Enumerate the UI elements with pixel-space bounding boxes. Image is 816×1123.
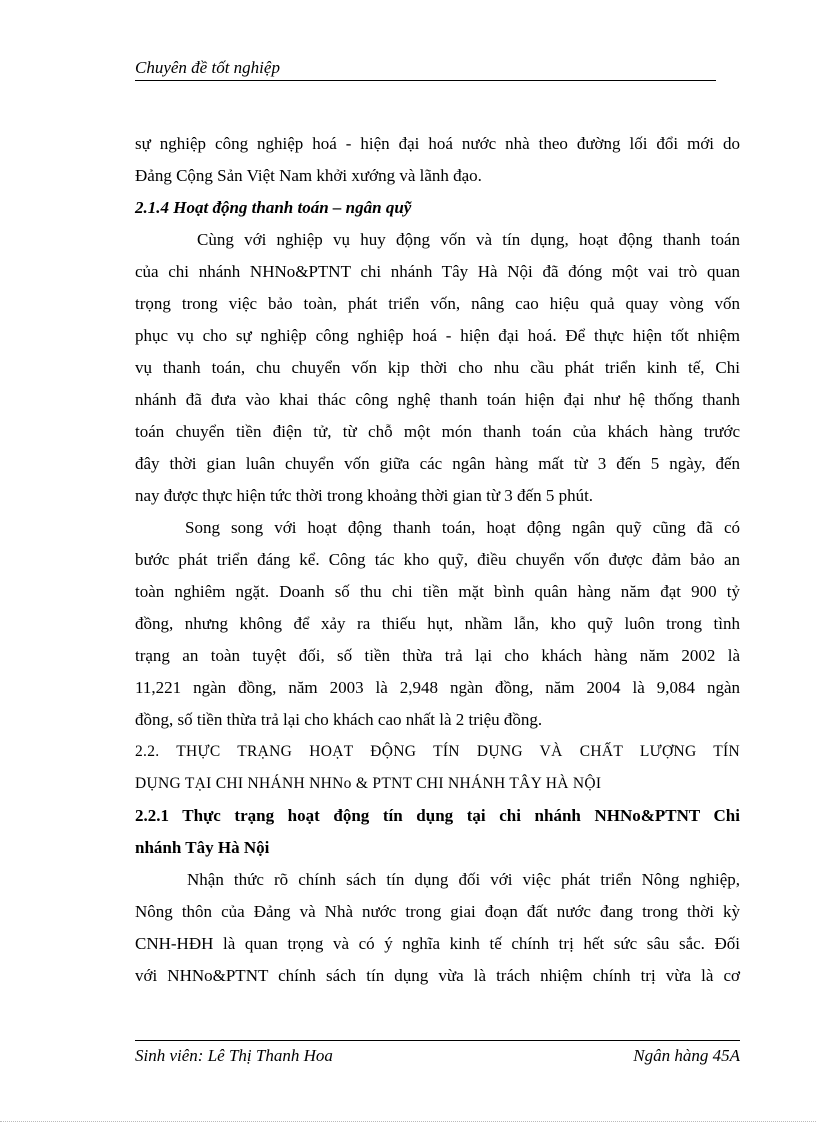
footer-student: Sinh viên: Lê Thị Thanh Hoa (135, 1046, 333, 1065)
section-heading: 2.2. THỰC TRẠNG HOẠT ĐỘNG TÍN DỤNG VÀ CHẤT LƯỢNG TÍN (135, 743, 740, 760)
text-line: CNH-HĐH là quan trọng và có ý nghĩa kinh tế chính trị hết sức sâu sắc. Đối (135, 934, 740, 953)
text-line: vụ thanh toán, chu chuyển vốn kịp thời cho nhu cầu phát triển kinh tế, Chi (135, 358, 740, 377)
text-line: Song song với hoạt động thanh toán, hoạt động ngân quỹ cũng đã có (185, 518, 740, 537)
header-title: Chuyên đề tốt nghiệp (135, 58, 280, 77)
text-line: Đảng Cộng Sản Việt Nam khởi xướng và lãnh đạo. (135, 166, 482, 185)
text-line: toàn nghiêm ngặt. Doanh số thu chi tiền mặt bình quân hàng năm đạt 900 tỷ (135, 582, 740, 601)
text-line: với NHNo&PTNT chính sách tín dụng vừa là trách nhiệm chính trị vừa là cơ (135, 966, 740, 985)
text-line: của chi nhánh NHNo&PTNT chi nhánh Tây Hà Nội đã đóng một vai trò quan (135, 262, 740, 281)
document-body (135, 128, 740, 992)
text-line: toán chuyển tiền điện tử, từ chỗ một món thanh toán của khách hàng trước (135, 422, 740, 441)
text-line: trạng an toàn tuyệt đối, số tiền thừa trả lại cho khách hàng năm 2002 là (135, 646, 740, 665)
page-footer (135, 1040, 740, 1067)
text-line: đồng, số tiền thừa trả lại cho khách cao nhất là 2 triệu đồng. (135, 710, 543, 729)
subsection-heading: 2.2.1 Thực trạng hoạt động tín dụng tại chi nhánh NHNo&PTNT Chi (135, 806, 740, 825)
text-line: sự nghiệp công nghiệp hoá - hiện đại hoá nước nhà theo đường lối đổi mới do (135, 134, 740, 153)
section-heading: 2.1.4 Hoạt động thanh toán – ngân quỹ (135, 198, 412, 217)
text-line: đây thời gian luân chuyển vốn giữa các ngân hàng mất từ 3 đến 5 ngày, đến (135, 454, 740, 473)
text-line: Cùng với nghiệp vụ huy động vốn và tín dụng, hoạt động thanh toán (197, 230, 740, 249)
text-line: phục vụ cho sự nghiệp công nghiệp hoá - hiện đại hoá. Để thực hiện tốt nhiệm (135, 326, 740, 345)
text-line: đồng, nhưng không để xảy ra thiếu hụt, nhầm lẫn, kho quỹ luôn trong tình (135, 614, 740, 633)
text-line: Nông thôn của Đảng và Nhà nước trong giai đoạn đất nước đang trong thời kỳ (135, 902, 740, 921)
text-line: nhánh đã đưa vào khai thác công nghệ thanh toán hiện đại như hệ thống thanh (135, 390, 740, 409)
page-header (135, 58, 716, 81)
section-heading: DỤNG TẠI CHI NHÁNH NHNo & PTNT CHI NHÁNH TÂY HÀ NỘI (135, 775, 602, 792)
footer-class: Ngân hàng 45A (633, 1046, 740, 1065)
text-line: nay được thực hiện tức thời trong khoảng thời gian từ 3 đến 5 phút. (135, 486, 594, 505)
text-line: Nhận thức rõ chính sách tín dụng đối với việc phát triển Nông nghiệp, (187, 870, 740, 889)
text-line: trọng trong việc bảo toàn, phát triển vốn, nâng cao hiệu quả quay vòng vốn (135, 294, 740, 313)
subsection-heading: nhánh Tây Hà Nội (135, 838, 270, 857)
text-line: 11,221 ngàn đồng, năm 2003 là 2,948 ngàn đồng, năm 2004 là 9,084 ngàn (135, 678, 740, 697)
text-line: bước phát triển đáng kể. Công tác kho quỹ, điều chuyển vốn được đảm bảo an (135, 550, 740, 569)
